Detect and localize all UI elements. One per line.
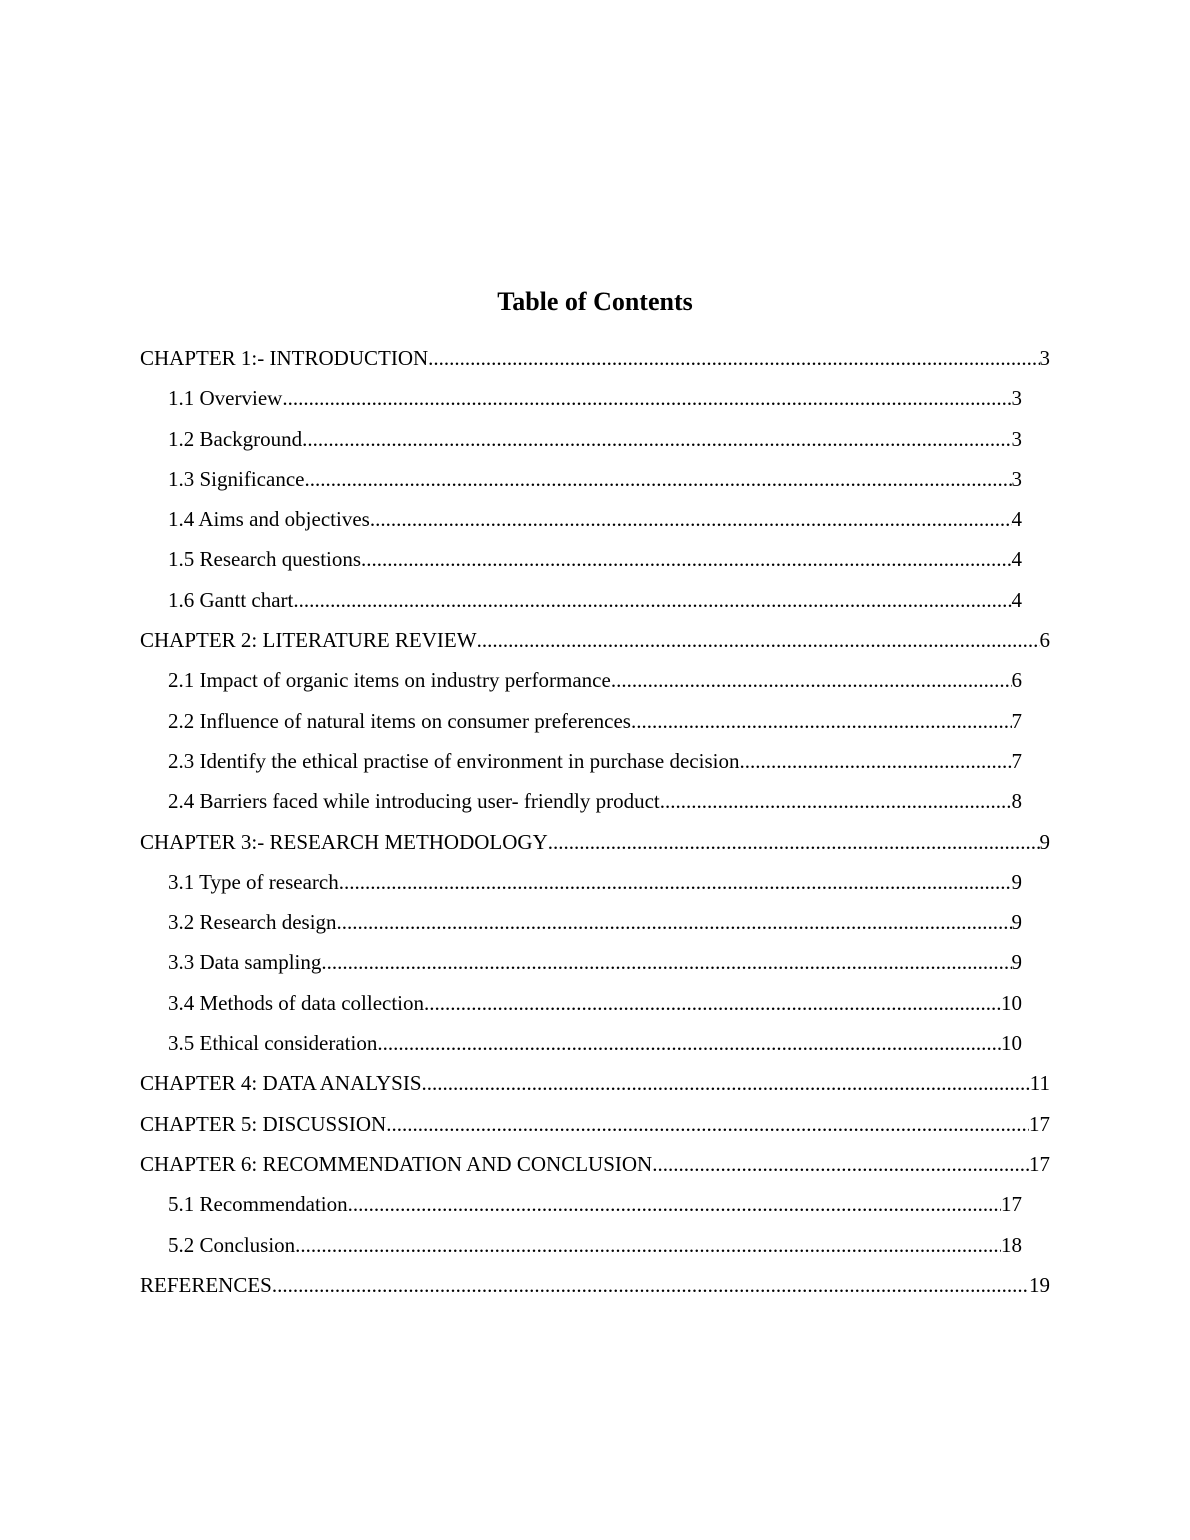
toc-entry-title: 2.1 Impact of organic items on industry performance bbox=[168, 668, 611, 693]
toc-chapter-entry[interactable] bbox=[140, 1265, 1050, 1305]
toc-entry-title: 1.1 Overview bbox=[168, 386, 283, 411]
toc-entry-title: 3.1 Type of research bbox=[168, 869, 339, 894]
toc-dot-leader bbox=[660, 781, 1012, 821]
toc-title: Table of Contents bbox=[497, 287, 693, 316]
toc-entry-title: 2.3 Identify the ethical practise of environment in purchase decision bbox=[168, 748, 740, 773]
toc-page-number: 7 bbox=[1011, 748, 1022, 773]
toc-page-number: 3 bbox=[1039, 346, 1050, 370]
toc-entry-title: 1.5 Research questions bbox=[168, 547, 362, 572]
toc-section-entry[interactable] bbox=[168, 539, 1022, 579]
toc-entry-title: REFERENCES bbox=[140, 1272, 272, 1297]
toc-page-number: 10 bbox=[1001, 1031, 1022, 1056]
toc-page-number: 19 bbox=[1029, 1272, 1050, 1297]
toc-chapter-entry[interactable] bbox=[140, 822, 1050, 862]
toc-dot-leader bbox=[293, 580, 1011, 620]
toc-dot-leader bbox=[321, 942, 1011, 982]
toc-dot-leader bbox=[272, 1265, 1029, 1305]
toc-entry-title: CHAPTER 5: DISCUSSION bbox=[140, 1111, 387, 1136]
toc-section-entry[interactable] bbox=[168, 1225, 1022, 1265]
toc-page-number: 9 bbox=[1011, 869, 1022, 894]
toc-dot-leader bbox=[424, 983, 1001, 1023]
toc-entry-title: CHAPTER 6: RECOMMENDATION AND CONCLUSION bbox=[140, 1151, 653, 1176]
toc-page-number: 3 bbox=[1011, 426, 1022, 451]
toc-section-entry[interactable] bbox=[168, 1184, 1022, 1224]
toc-dot-leader bbox=[304, 459, 1011, 499]
toc-dot-leader bbox=[337, 902, 1012, 942]
toc-section-entry[interactable] bbox=[168, 902, 1022, 942]
toc-section-entry[interactable] bbox=[168, 701, 1022, 741]
toc-page-number: 4 bbox=[1011, 507, 1022, 532]
toc-dot-leader bbox=[339, 862, 1012, 902]
toc-page-number: 3 bbox=[1011, 466, 1022, 491]
toc-dot-leader bbox=[739, 741, 1011, 781]
toc-entry-title: 2.4 Barriers faced while introducing user- friendly product bbox=[168, 789, 660, 814]
toc-entry-title: CHAPTER 3:- RESEARCH METHODOLOGY bbox=[140, 829, 548, 854]
toc-entry-title: 3.4 Methods of data collection bbox=[168, 990, 425, 1015]
toc-list bbox=[0, 338, 1190, 1305]
toc-page-number: 8 bbox=[1011, 789, 1022, 814]
toc-chapter-entry[interactable] bbox=[140, 1144, 1050, 1184]
toc-page-number: 7 bbox=[1011, 708, 1022, 733]
toc-section-entry[interactable] bbox=[168, 942, 1022, 982]
toc-section-entry[interactable] bbox=[168, 499, 1022, 539]
toc-entry-title: 3.3 Data sampling bbox=[168, 950, 322, 975]
toc-dot-leader bbox=[386, 1104, 1029, 1144]
toc-section-entry[interactable] bbox=[168, 419, 1022, 459]
toc-entry-title: 1.3 Significance bbox=[168, 466, 305, 491]
toc-dot-leader bbox=[348, 1184, 1001, 1224]
toc-entry-title: 1.6 Gantt chart bbox=[168, 587, 294, 612]
toc-dot-leader bbox=[422, 1063, 1030, 1103]
toc-page-number: 11 bbox=[1029, 1071, 1050, 1096]
toc-dot-leader bbox=[428, 338, 1039, 378]
toc-entry-title: CHAPTER 1:- INTRODUCTION bbox=[140, 346, 429, 370]
toc-entry-title: 2.2 Influence of natural items on consumer preferences bbox=[168, 708, 631, 733]
toc-dot-leader bbox=[377, 1023, 1001, 1063]
toc-section-entry[interactable] bbox=[168, 660, 1022, 700]
toc-section-entry[interactable] bbox=[168, 459, 1022, 499]
toc-dot-leader bbox=[548, 822, 1040, 862]
toc-entry-title: 3.5 Ethical consideration bbox=[168, 1031, 378, 1056]
toc-page-number: 4 bbox=[1011, 587, 1022, 612]
toc-section-entry[interactable] bbox=[168, 580, 1022, 620]
toc-section-entry[interactable] bbox=[168, 741, 1022, 781]
toc-chapter-entry[interactable] bbox=[140, 620, 1050, 660]
toc-chapter-entry[interactable] bbox=[140, 338, 1050, 378]
toc-page-number: 4 bbox=[1011, 547, 1022, 572]
toc-page-number: 9 bbox=[1011, 910, 1022, 935]
toc-dot-leader bbox=[611, 660, 1012, 700]
toc-entry-title: CHAPTER 4: DATA ANALYSIS bbox=[140, 1071, 422, 1096]
toc-dot-leader bbox=[302, 419, 1011, 459]
toc-page-number: 3 bbox=[1011, 386, 1022, 411]
toc-page-number: 9 bbox=[1011, 950, 1022, 975]
toc-entry-title: 1.4 Aims and objectives bbox=[168, 507, 370, 532]
toc-entry-title: 1.2 Background bbox=[168, 426, 303, 451]
toc-dot-leader bbox=[652, 1144, 1029, 1184]
toc-page-number: 9 bbox=[1039, 829, 1050, 854]
toc-entry-title: 3.2 Research design bbox=[168, 910, 337, 935]
toc-section-entry[interactable] bbox=[168, 983, 1022, 1023]
toc-section-entry[interactable] bbox=[168, 862, 1022, 902]
toc-dot-leader bbox=[370, 499, 1012, 539]
toc-dot-leader bbox=[282, 378, 1011, 418]
toc-section-entry[interactable] bbox=[168, 378, 1022, 418]
toc-chapter-entry[interactable] bbox=[140, 1063, 1050, 1103]
toc-page-number: 6 bbox=[1039, 628, 1050, 653]
toc-section-entry[interactable] bbox=[168, 1023, 1022, 1063]
toc-page-number: 6 bbox=[1011, 668, 1022, 693]
toc-dot-leader bbox=[631, 701, 1012, 741]
toc-dot-leader bbox=[295, 1225, 1001, 1265]
toc-entry-title: 5.2 Conclusion bbox=[168, 1232, 296, 1257]
toc-page-number: 18 bbox=[1001, 1232, 1022, 1257]
toc-dot-leader bbox=[361, 539, 1011, 579]
toc-page-number: 17 bbox=[1029, 1151, 1050, 1176]
toc-entry-title: CHAPTER 2: LITERATURE REVIEW bbox=[140, 628, 477, 653]
toc-page-number: 10 bbox=[1001, 990, 1022, 1015]
toc-section-entry[interactable] bbox=[168, 781, 1022, 821]
toc-chapter-entry[interactable] bbox=[140, 1104, 1050, 1144]
toc-entry-title: 5.1 Recommendation bbox=[168, 1192, 348, 1217]
toc-dot-leader bbox=[477, 620, 1040, 660]
toc-page-number: 17 bbox=[1001, 1192, 1022, 1217]
toc-page-number: 17 bbox=[1029, 1111, 1050, 1136]
